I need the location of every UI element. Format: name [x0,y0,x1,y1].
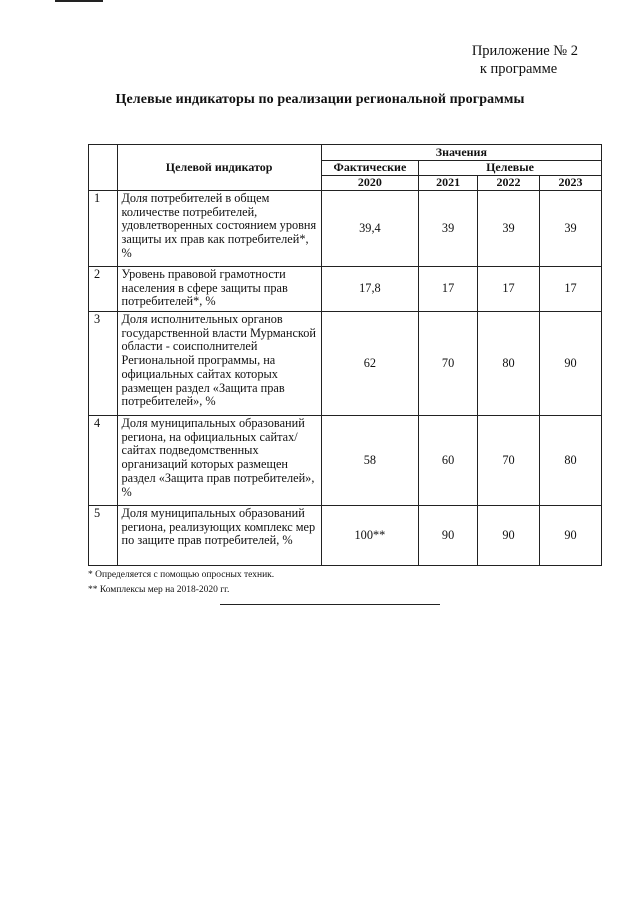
row-number: 2 [89,267,118,312]
table-row [89,416,602,506]
table-row [89,191,602,267]
appendix-program: к программе [479,61,558,77]
appendix-note [472,42,578,78]
value-2020: 62 [321,312,418,416]
footnote-measures: ** Комплексы мер на 2018-2020 гг. [88,585,230,595]
year-header-2022: 2022 [478,176,540,191]
year-header-2021: 2021 [419,176,478,191]
value-2020: 39,4 [321,191,418,267]
indicator-name: Доля исполнительных органов государственной власти Мурманской области - соисполнителей Региональной программы, на официальных сайтах которых размещен раздел «Защита прав потребителей», % [117,312,321,416]
indicator-name: Доля муниципальных образований региона, реализующих комплекс мер по защите прав потребителей, % [117,506,321,566]
indicators-table [88,144,602,566]
indicator-column-header: Целевой индикатор [117,145,321,191]
value-2022: 80 [478,312,540,416]
value-2023: 90 [540,506,602,566]
row-number: 5 [89,506,118,566]
table-row [89,312,602,416]
appendix-number: Приложение № 2 [471,43,578,59]
target-column-header: Целевые [419,161,602,176]
indicator-name: Доля муниципальных образований региона, на официальных сайтах/ сайтах подведомственных организаций которых размещен раздел «Защита прав потребителей», % [117,416,321,506]
row-number: 3 [89,312,118,416]
value-2021: 60 [419,416,478,506]
end-divider [220,604,440,605]
value-2023: 39 [540,191,602,267]
value-2023: 80 [540,416,602,506]
values-column-header: Значения [321,145,601,161]
value-2020: 100** [321,506,418,566]
row-number: 4 [89,416,118,506]
value-2021: 39 [419,191,478,267]
row-number: 1 [89,191,118,267]
indicator-name: Доля потребителей в общем количестве потребителей, удовлетворенных состоянием уровня защиты их прав как потребителей*, % [117,191,321,267]
value-2021: 90 [419,506,478,566]
value-2021: 70 [419,312,478,416]
scan-edge-mark [55,0,103,2]
value-2021: 17 [419,267,478,312]
actual-column-header: Фактические [321,161,418,176]
value-2020: 17,8 [321,267,418,312]
document-title: Целевые индикаторы по реализации региональной программы [115,92,525,107]
number-column-header [89,145,118,191]
year-header-2020: 2020 [321,176,418,191]
table-row [89,506,602,566]
value-2023: 17 [540,267,602,312]
value-2022: 70 [478,416,540,506]
year-header-2023: 2023 [540,176,602,191]
value-2022: 17 [478,267,540,312]
table-row [89,267,602,312]
footnote-survey: * Определяется с помощью опросных техник. [88,570,275,580]
footnotes [88,568,274,598]
value-2023: 90 [540,312,602,416]
value-2022: 39 [478,191,540,267]
value-2022: 90 [478,506,540,566]
indicator-name: Уровень правовой грамотности населения в сфере защиты прав потребителей*, % [117,267,321,312]
value-2020: 58 [321,416,418,506]
